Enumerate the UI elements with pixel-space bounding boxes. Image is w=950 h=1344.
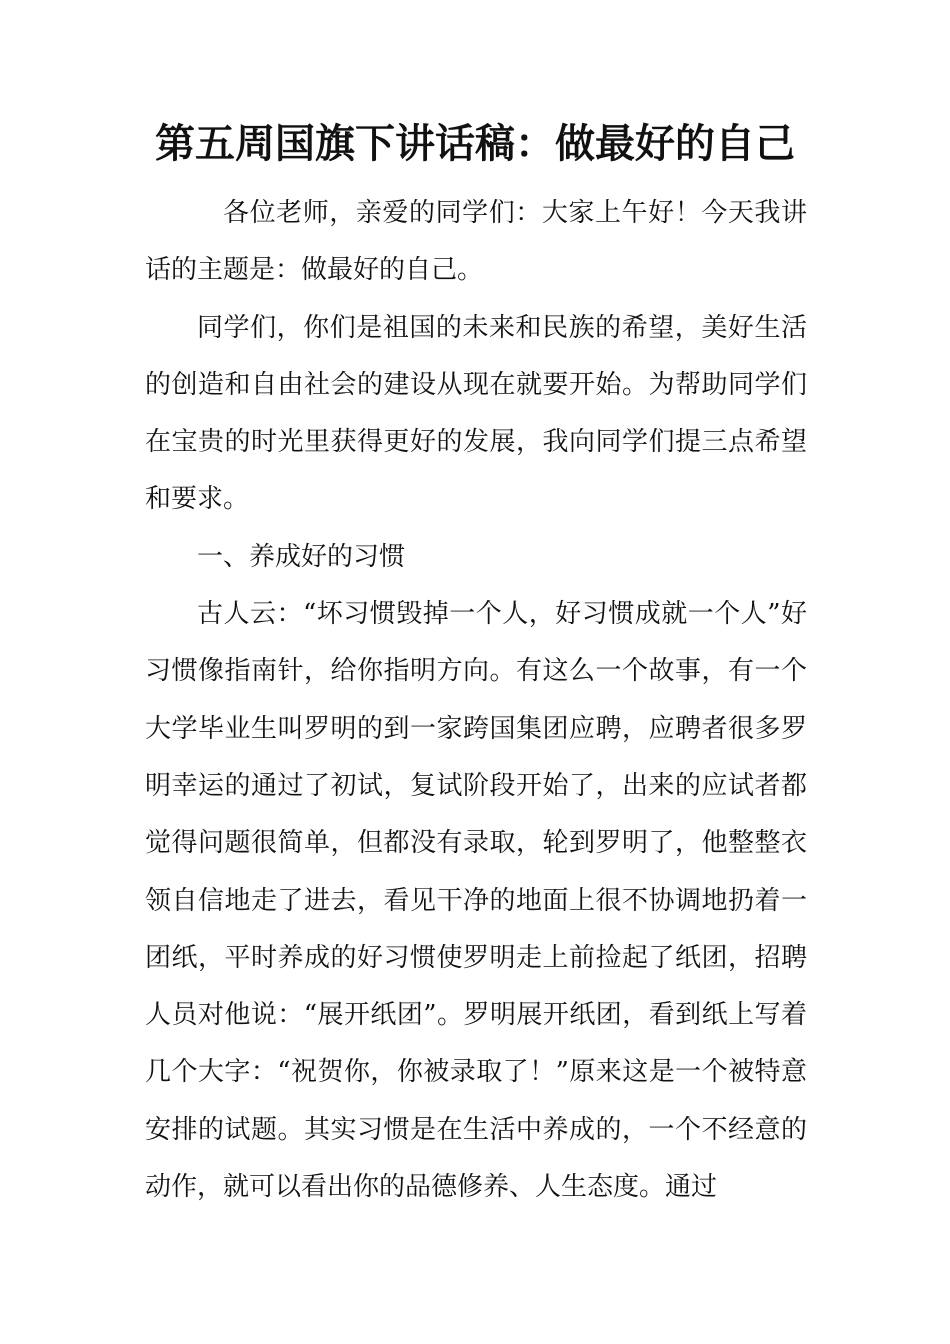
greeting-paragraph: 各位老师，亲爱的同学们：大家上午好！今天我讲话的主题是：做最好的自己。 bbox=[145, 198, 807, 286]
intro-paragraph: 同学们，你们是祖国的未来和民族的希望，美好生活的创造和自由社会的建设从现在就要开始。为帮助同学们在宝贵的时光里获得更好的发展，我向同学们提三点希望和要求。 bbox=[145, 312, 807, 515]
document-body bbox=[145, 185, 807, 1216]
section-heading-habits: 一、养成好的习惯 bbox=[197, 541, 406, 572]
story-paragraph: 古人云：“坏习惯毁掉一个人，好习惯成就一个人”好习惯像指南针，给你指明方向。有这么一个故事，有一个大学毕业生叫罗明的到一家跨国集团应聘，应聘者很多罗明幸运的通过了初试，复试阶段开始了，出来的应试者都觉得问题很简单，但都没有录取，轮到罗明了，他整整衣领自信地走了进去，看见干净的地面上很不协调地扔着一团纸，平时养成的好习惯使罗明走上前捡起了纸团，招聘人员对他说：“展开纸团”。罗明展开纸团，看到纸上写着几个大字：“祝贺你，你被录取了！”原来这是一个被特意安排的试题。其实习惯是在生活中养成的，一个不经意的动作，就可以看出你的品德修养、人生态度。通过 bbox=[145, 599, 807, 1203]
document-title: 第五周国旗下讲话稿：做最好的自己 bbox=[155, 120, 795, 167]
